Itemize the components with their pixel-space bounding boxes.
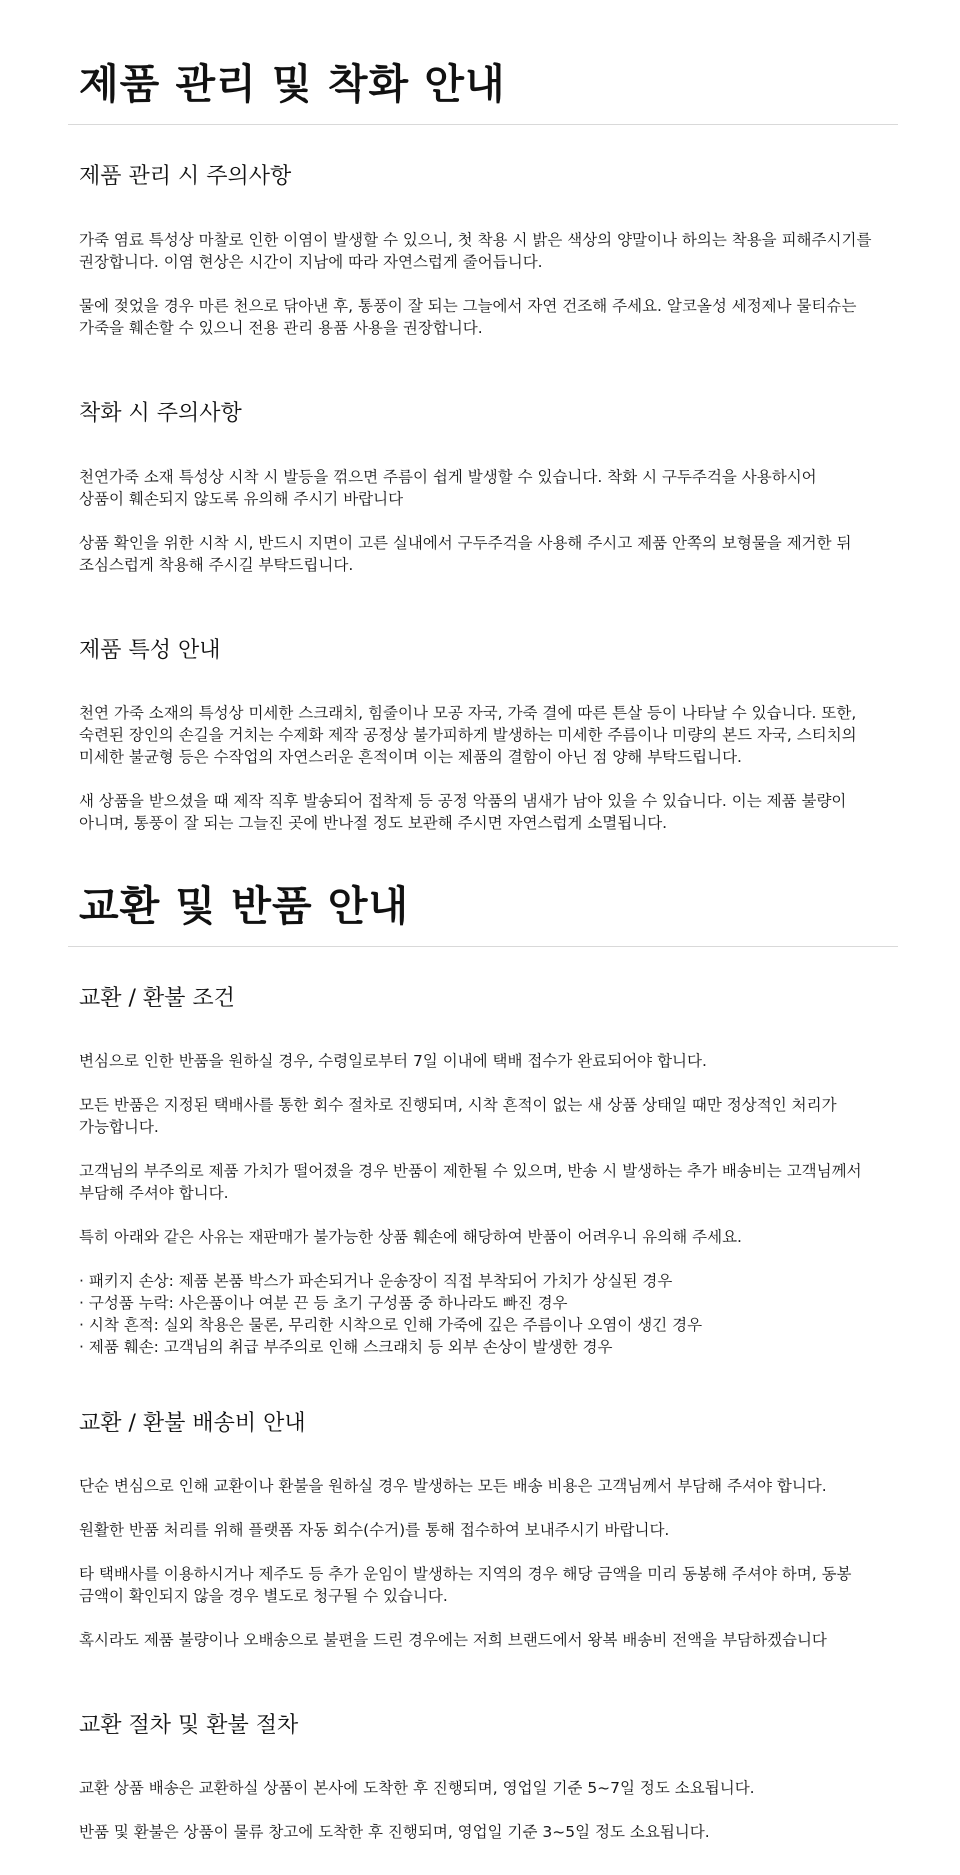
returns-conditions-para-3: 고객님의 부주의로 제품 가치가 떨어졌을 경우 반품이 제한될 수 있으며, 반송 시 발생하는 추가 배송비는 고객님께서 부담해 주셔야 합니다. bbox=[79, 1162, 862, 1202]
returns-title: 교환 및 반품 안내 bbox=[79, 882, 410, 930]
returns-procedure-para-2: 반품 및 환불은 상품이 물류 창고에 도착한 후 진행되며, 영업일 기준 3~5일 정도 소요됩니다. bbox=[79, 1823, 710, 1841]
care-wearing-para-2: 상품 확인을 위한 시착 시, 반드시 지면이 고른 실내에서 구두주걱을 사용해 주시고 제품 안쪽의 보형물을 제거한 뒤 조심스럽게 착용해 주시길 부탁드립니다. bbox=[79, 534, 852, 574]
returns-heading-procedure: 교환 절차 및 환불 절차 bbox=[79, 1713, 299, 1738]
returns-shipping-para-1: 단순 변심으로 인해 교환이나 환불을 원하실 경우 발생하는 모든 배송 비용은 고객님께서 부담해 주셔야 합니다. bbox=[79, 1477, 827, 1495]
care-wearing-para-1: 천연가죽 소재 특성상 시착 시 발등을 꺾으면 주름이 쉽게 발생할 수 있습니다. 착화 시 구두주걱을 사용하시어 상품이 훼손되지 않도록 유의해 주시기 바랍니다 bbox=[79, 468, 817, 508]
list-item: · 구성품 누락: 사은품이나 여분 끈 등 초기 구성품 중 하나라도 빠진 경우 bbox=[79, 1294, 568, 1312]
care-divider bbox=[68, 124, 898, 125]
care-characteristics-para-1: 천연 가죽 소재의 특성상 미세한 스크래치, 힘줄이나 모공 자국, 가죽 결에 따른 튼살 등이 나타날 수 있습니다. 또한, 숙련된 장인의 손길을 거치는 수제화 제작 공정상 불가피하게 발생하는 미세한 주름이나 미량의 본드 자국, 스티치의 미세한 불균형 등은 수작업의 자연스러운 흔적이며 이는 제품의 결함이 아닌 점 양해 부탁드립니다. bbox=[79, 704, 857, 766]
returns-conditions-para-2: 모든 반품은 지정된 택배사를 통한 회수 절차로 진행되며, 시착 흔적이 없는 새 상품 상태일 때만 정상적인 처리가 가능합니다. bbox=[79, 1096, 837, 1136]
returns-heading-conditions: 교환 / 환불 조건 bbox=[79, 986, 235, 1011]
returns-shipping-para-3: 타 택배사를 이용하시거나 제주도 등 추가 운임이 발생하는 지역의 경우 해당 금액을 미리 동봉해 주셔야 하며, 동봉 금액이 확인되지 않을 경우 별도로 청구될 수 있습니다. bbox=[79, 1565, 852, 1605]
care-maintenance-para-1: 가죽 염료 특성상 마찰로 인한 이염이 발생할 수 있으니, 첫 착용 시 밝은 색상의 양말이나 하의는 착용을 피해주시기를 권장합니다. 이염 현상은 시간이 지남에 따라 자연스럽게 줄어듭니다. bbox=[79, 231, 872, 271]
returns-conditions-para-1: 변심으로 인한 반품을 원하실 경우, 수령일로부터 7일 이내에 택배 접수가 완료되어야 합니다. bbox=[79, 1052, 707, 1070]
list-item: · 시착 흔적: 실외 착용은 물론, 무리한 시착으로 인해 가죽에 깊은 주름이나 오염이 생긴 경우 bbox=[79, 1316, 703, 1334]
returns-shipping-para-4: 혹시라도 제품 불량이나 오배송으로 불편을 드린 경우에는 저희 브랜드에서 왕복 배송비 전액을 부담하겠습니다 bbox=[79, 1631, 827, 1649]
care-heading-wearing: 착화 시 주의사항 bbox=[79, 401, 242, 426]
care-characteristics-para-2: 새 상품을 받으셨을 때 제작 직후 발송되어 접착제 등 공정 악품의 냄새가 남아 있을 수 있습니다. 이는 제품 불량이 아니며, 통풍이 잘 되는 그늘진 곳에 반나절 정도 보관해 주시면 자연스럽게 소멸됩니다. bbox=[79, 792, 847, 832]
returns-shipping-para-2: 원활한 반품 처리를 위해 플랫폼 자동 회수(수거)를 통해 접수하여 보내주시기 바랍니다. bbox=[79, 1521, 670, 1539]
list-item: · 패키지 손상: 제품 본품 박스가 파손되거나 운송장이 직접 부착되어 가치가 상실된 경우 bbox=[79, 1272, 673, 1290]
care-heading-characteristics: 제품 특성 안내 bbox=[79, 638, 221, 663]
care-heading-maintenance: 제품 관리 시 주의사항 bbox=[79, 164, 292, 189]
returns-heading-shipping: 교환 / 환불 배송비 안내 bbox=[79, 1411, 306, 1436]
returns-conditions-list bbox=[79, 1270, 909, 1358]
returns-conditions-para-4: 특히 아래와 같은 사유는 재판매가 불가능한 상품 훼손에 해당하여 반품이 어려우니 유의해 주세요. bbox=[79, 1228, 742, 1246]
list-item: · 제품 훼손: 고객님의 취급 부주의로 인해 스크래치 등 외부 손상이 발생한 경우 bbox=[79, 1338, 613, 1356]
care-title: 제품 관리 및 착화 안내 bbox=[79, 60, 506, 108]
care-maintenance-para-2: 물에 젖었을 경우 마른 천으로 닦아낸 후, 통풍이 잘 되는 그늘에서 자연 건조해 주세요. 알코올성 세정제나 물티슈는 가죽을 훼손할 수 있으니 전용 관리 용품 사용을 권장합니다. bbox=[79, 297, 857, 337]
returns-divider bbox=[68, 946, 898, 947]
returns-procedure-para-1: 교환 상품 배송은 교환하실 상품이 본사에 도착한 후 진행되며, 영업일 기준 5~7일 정도 소요됩니다. bbox=[79, 1779, 755, 1797]
